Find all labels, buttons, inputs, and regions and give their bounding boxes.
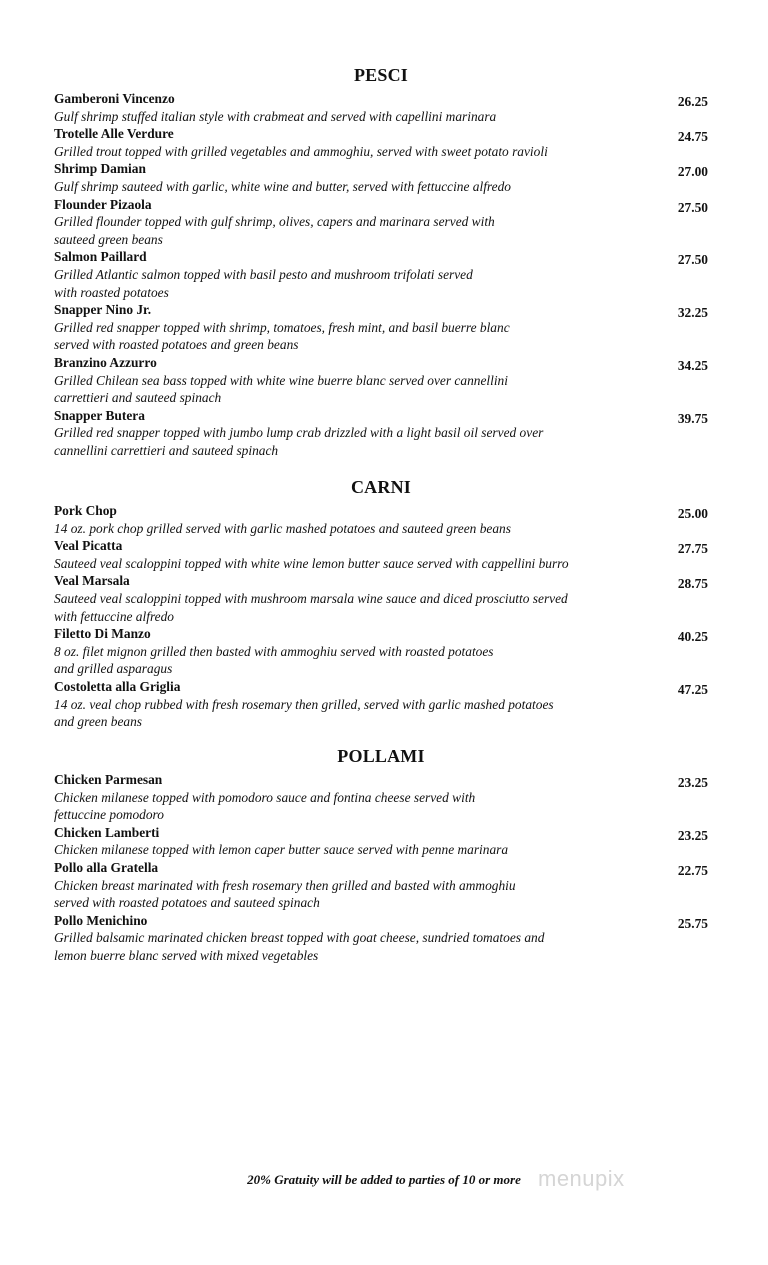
menu-item (54, 248, 708, 301)
menu-item-name: Pollo alla Gratella (54, 859, 159, 875)
menu-item-price: 32.25 (677, 305, 708, 321)
menu-item-name: Branzino Azzurro (54, 354, 157, 370)
menu-item-name: Costoletta alla Griglia (54, 678, 181, 694)
menu-item-description: Sauteed veal scaloppini topped with mushroom marsala wine sauce and diced prosciutto served (54, 590, 568, 606)
item-list-pesci (54, 90, 708, 459)
menu-item (54, 301, 708, 354)
menu-item-description: cannellini carrettieri and sauteed spinach (54, 442, 279, 458)
menu-item-description: 14 oz. veal chop rubbed with fresh rosemary then grilled, served with garlic mashed potatoes (54, 696, 554, 712)
menu-item-name: Snapper Nino Jr. (54, 302, 152, 318)
section-title-carni: CARNI (350, 477, 411, 497)
menu-item-price: 27.00 (677, 164, 708, 180)
menu-item-description: Grilled Chilean sea bass topped with white wine buerre blanc served over cannellini (54, 372, 508, 388)
menu-item-price: 27.50 (677, 199, 708, 215)
menu-item-price: 27.75 (677, 541, 708, 557)
menu-item-price: 27.50 (677, 252, 708, 268)
menu-item-price: 25.00 (677, 506, 708, 521)
menu-item-description: lemon buerre blanc served with mixed vegetables (54, 947, 319, 963)
menu-item (54, 196, 708, 249)
menu-item (54, 771, 708, 824)
menu-item-price: 47.25 (677, 681, 708, 697)
menu-item-price: 28.75 (677, 576, 708, 592)
menu-item-description: with roasted potatoes (54, 284, 169, 300)
menu-item-description: sauteed green beans (54, 231, 163, 247)
menu-item-description: Chicken milanese topped with lemon caper butter sauce served with penne marinara (54, 842, 509, 858)
menu-item (54, 354, 708, 407)
menu-item-price: 34.25 (677, 357, 708, 373)
menu-item-name: Filetto Di Manzo (54, 626, 151, 642)
menu-item-description: carrettieri and sauteed spinach (54, 390, 222, 406)
section-carni (54, 476, 708, 731)
menu-item-description: Gulf shrimp stuffed italian style with crabmeat and served with capellini marinara (54, 108, 497, 124)
menu-item-name: Shrimp Damian (54, 161, 146, 177)
menu-item (54, 502, 708, 537)
menu-item-price: 23.25 (677, 775, 708, 790)
menu-item-name: Flounder Pizaola (54, 196, 152, 212)
menu-item-price: 26.25 (677, 94, 708, 109)
menu-item-description: Chicken milanese topped with pomodoro sauce and fontina cheese served with (54, 789, 476, 805)
menu-item-description: Chicken breast marinated with fresh rosemary then grilled and basted with ammoghiu (54, 877, 516, 893)
menu-item-price: 24.75 (677, 129, 708, 145)
menu-item (54, 859, 708, 912)
menu-item (54, 407, 708, 460)
watermark-logo: menupix (538, 1166, 625, 1191)
menu-item-description: 14 oz. pork chop grilled served with garlic mashed potatoes and sauteed green beans (54, 520, 511, 536)
menu-item-name: Gamberoni Vincenzo (54, 91, 175, 106)
menu-item (54, 678, 708, 731)
menu-item-description: Grilled red snapper topped with jumbo lump crab drizzled with a light basil oil served over (54, 425, 544, 441)
menu-item-description: served with roasted potatoes and sauteed spinach (54, 895, 320, 911)
menu-item (54, 912, 708, 965)
menu-item-name: Trotelle Alle Verdure (54, 126, 174, 142)
menu-item-name: Pollo Menichino (54, 912, 148, 928)
menu-item (54, 160, 708, 195)
menu-item-description: 8 oz. filet mignon grilled then basted with ammoghiu served with roasted potatoes (54, 643, 494, 659)
menu-item-description: Gulf shrimp sauteed with garlic, white wine and butter, served with fettuccine alfredo (54, 178, 511, 194)
gratuity-note: 20% Gratuity will be added to parties of 10 or more (247, 1172, 521, 1187)
menu-item-name: Chicken Parmesan (54, 772, 163, 787)
section-pollami (54, 745, 708, 965)
item-list-carni (54, 502, 708, 731)
menu-item (54, 572, 708, 625)
menu-item-price: 39.75 (677, 410, 708, 426)
menu-item-price: 23.25 (677, 827, 708, 843)
menu-item (54, 625, 708, 678)
menu-item-description: Grilled Atlantic salmon topped with basil pesto and mushroom trifolati served (54, 266, 473, 282)
menu-item-description: served with roasted potatoes and green beans (54, 337, 299, 353)
menu-item (54, 537, 708, 572)
menu-item-description: fettuccine pomodoro (54, 807, 164, 823)
menu-item (54, 824, 708, 859)
menu-item-price: 40.25 (677, 629, 708, 645)
menu-item-description: Grilled balsamic marinated chicken breast topped with goat cheese, sundried tomatoes and (54, 930, 545, 946)
menu-item-description: Grilled flounder topped with gulf shrimp, olives, capers and marinara served with (54, 214, 495, 230)
menu-item (54, 125, 708, 160)
menu-item-name: Pork Chop (54, 503, 117, 518)
menu-item-name: Chicken Lamberti (54, 824, 160, 840)
menu-item-description: with fettuccine alfredo (54, 608, 174, 624)
menu-item-description: and grilled asparagus (54, 661, 173, 677)
section-pesci (54, 64, 708, 459)
menu-item-price: 22.75 (677, 862, 708, 878)
menu-item (54, 90, 708, 125)
menu-item-description: Sauteed veal scaloppini topped with white wine lemon butter sauce served with cappellini burro (54, 555, 569, 571)
section-title-pesci: PESCI (353, 65, 408, 85)
menu-item-name: Snapper Butera (54, 407, 145, 423)
item-list-pollami (54, 771, 708, 965)
menu-item-description: Grilled trout topped with grilled vegetables and ammoghiu, served with sweet potato ravioli (54, 143, 548, 159)
section-title-pollami: POLLAMI (337, 746, 425, 766)
menu-item-description: and green beans (54, 714, 143, 730)
menu-item-description: Grilled red snapper topped with shrimp, tomatoes, fresh mint, and basil buerre blanc (54, 319, 510, 335)
menu-item-name: Veal Marsala (54, 573, 130, 589)
menu-item-price: 25.75 (677, 915, 708, 931)
menu-item-name: Salmon Paillard (54, 249, 147, 265)
menu-item-name: Veal Picatta (54, 538, 123, 554)
